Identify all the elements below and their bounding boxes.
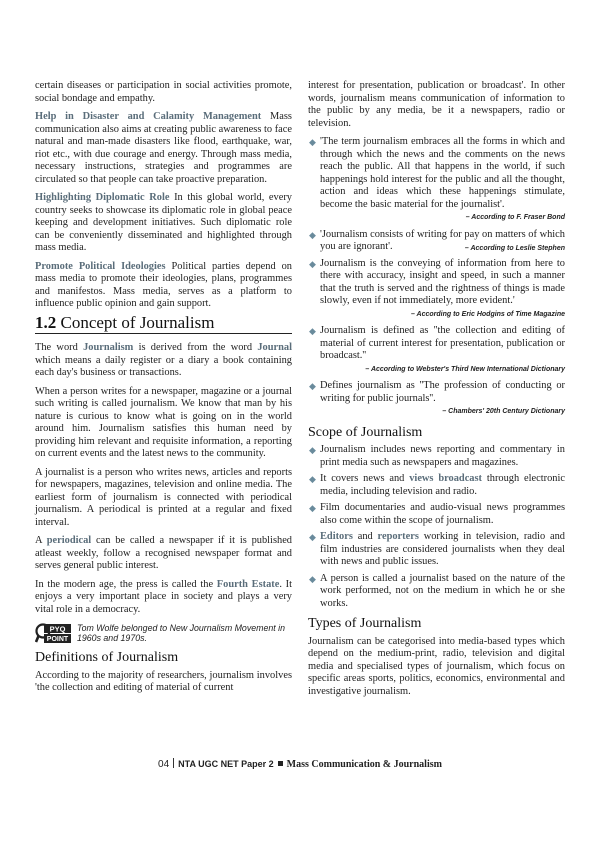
text: In the modern age, the press is called the <box>35 578 217 590</box>
paragraph-word-origin <box>35 342 292 380</box>
bullet-icon: ◆ <box>309 503 316 513</box>
text: 'The term journalism embraces all the forms in which and through which the news and the comments on the news reach the public. All that happens in the world, if such happenings hold interest for the public and all the thought, action and ideas which these happenings stimulate, become the basic material for the journalist'. <box>320 136 565 210</box>
bullet-icon: ◆ <box>309 532 316 542</box>
bullet-icon: ◆ <box>309 326 316 336</box>
page-footer <box>0 758 600 770</box>
keyword: Fourth Estate <box>216 578 280 590</box>
pyq-text: Tom Wolfe belonged to New Journalism Movement in 1960s and 1970s. <box>77 622 285 643</box>
text: through electronic media, including television and radio. <box>320 473 565 497</box>
list-item <box>308 502 565 527</box>
square-bullet-icon <box>278 761 283 766</box>
text: Journalism is defined as ''the collection and editing of material of current interest for presentation, publication or broadcast.'' <box>320 325 565 361</box>
paragraph-diplomatic <box>35 192 292 255</box>
keyword: Help in Disaster and Calamity Management <box>35 111 262 122</box>
bullet-icon: ◆ <box>309 258 316 269</box>
paragraph-fourth-estate <box>35 579 292 617</box>
section-title: Concept of Journalism <box>56 312 215 332</box>
source-citation: – According to Leslie Stephen <box>464 245 565 252</box>
text: . It enjoys a very important place in society and plays a very vital role in a democracy. <box>35 578 292 615</box>
text: Defines journalism as ''The profession of conducting or writing for public journals''. <box>320 380 565 404</box>
paragraph: Journalism can be categorised into media-based types which depend on the medium-print, radio, television and digital media and specialised types of journalism, which focus on specific areas sports, politics, economics, environmental and investigative journalism. <box>308 635 565 697</box>
text: A <box>35 535 47 546</box>
scope-list <box>308 444 565 610</box>
definitions-heading: Definitions of Journalism <box>35 650 179 665</box>
types-heading: Types of Journalism <box>308 616 422 631</box>
text: working in television, radio and film industries are considered journalists when they deal with news and public issues. <box>320 531 565 567</box>
keyword: views broadcast <box>409 473 483 484</box>
text: Mass communication also aims at creating public awareness to face natural and man-made disasters like flood, earthquake, war, riot etc., with due courage and energy. Through mass media, necessary instructions, strategies and programmes are circulated so that people can take proactive preparation. <box>35 111 292 185</box>
list-item <box>308 136 565 225</box>
list-item <box>308 258 565 322</box>
text: Journalism includes news reporting and commentary in print media such as newspapers and magazines. <box>320 444 565 468</box>
bullet-icon: ◆ <box>309 381 316 391</box>
paragraph: According to the majority of researchers, journalism involves 'the collection and editing of material of current <box>35 669 292 693</box>
list-item <box>308 380 565 419</box>
source-citation: – According to Eric Hodgins of Time Magazine <box>410 310 565 318</box>
section-number: 1.2 <box>35 312 57 332</box>
keyword: Editors <box>320 531 353 542</box>
list-item <box>308 325 565 376</box>
text: A person is called a journalist based on the nature of the work performed, not on the medium in which he or she works. <box>320 572 565 609</box>
text: The word <box>35 342 84 353</box>
pyq-point-icon <box>35 622 71 644</box>
list-item <box>308 229 565 254</box>
keyword: periodical <box>46 535 92 546</box>
keyword: reporters <box>377 531 419 542</box>
text: Journalism is the conveying of information from here to there with accuracy, insight and speed, in such a manner that the truth is served and the rightness of things is made slowly, even if not immediately, more evident.' <box>320 257 565 306</box>
text: Political parties depend on mass media to promote their ideologies, plans, programmes and manifestos. Mass media, serves as a platform to influence public opinion and gain support. <box>35 260 292 309</box>
pyq-badge-bottom: POINT <box>46 636 69 644</box>
keyword: Promote Political Ideologies <box>35 260 166 272</box>
keyword: Journalism <box>83 342 134 353</box>
divider <box>173 758 174 768</box>
paragraph: When a person writes for a newspaper, magazine or a journal such writing is called journalism. We know that man by his nature is curious to know what is going on in the world around him. Journalism satisfies this human need by providing him relevant and requisite information, a reporting on current events and the latest news to the community. <box>35 385 292 459</box>
keyword: Highlighting Diplomatic Role <box>35 192 170 203</box>
text: can be called a newspaper if it is published atleast weekly, follow a recognised newspaper format and serves general public interest. <box>35 535 292 571</box>
list-item <box>308 573 565 611</box>
bullet-icon: ◆ <box>309 474 316 484</box>
heading-rule <box>35 333 292 334</box>
paragraph-political <box>35 261 292 311</box>
paragraph-periodical <box>35 535 292 573</box>
list-item <box>308 444 565 469</box>
source-citation: – According to F. Fraser Bond <box>465 214 565 221</box>
section-heading <box>35 312 292 332</box>
bullet-icon: ◆ <box>309 445 316 455</box>
paragraph: interest for presentation, publication or broadcast'. In other words, journalism means communication of information to the public by any media, be it a newspapers, radio or television. <box>308 80 565 129</box>
exam-name: NTA UGC NET Paper 2 <box>178 759 274 769</box>
paragraph: A journalist is a person who writes news, articles and reports for newspapers, magazines, television and online media. The earliest form of journalism is connected with periodical journalism. A periodical is printed at a regular and fixed interval. <box>35 466 292 528</box>
paragraph-disaster <box>35 111 292 186</box>
definitions-list <box>308 136 565 419</box>
pyq-point-box <box>35 622 292 644</box>
page-number: 04 <box>158 759 170 770</box>
scope-heading: Scope of Journalism <box>308 424 423 440</box>
list-item <box>308 473 565 498</box>
source-citation: – Chambers' 20th Century Dictionary <box>442 408 565 415</box>
list-item <box>308 531 565 569</box>
bullet-icon: ◆ <box>309 137 316 147</box>
text: Film documentaries and audio-visual news programmes also come within the scope of journalism. <box>320 502 565 526</box>
paragraph: certain diseases or participation in social activities promote, social bondage and empathy. <box>35 80 292 104</box>
subject-name: Mass Communication & Journalism <box>286 759 442 770</box>
bullet-icon: ◆ <box>309 573 316 584</box>
source-citation: – According to Webster's Third New International Dictionary <box>365 365 565 373</box>
text: In this global world, every country seeks to showcase its diplomatic role in global peace keeping and development initiatives. Such diplomatic role can be conveniently disseminated and highlighted through mass media. <box>35 192 292 253</box>
keyword: Journal <box>257 342 292 353</box>
text: is derived from the word <box>133 342 258 353</box>
text: which means a daily register or a diary a book containing each day's business or transactions. <box>35 354 292 378</box>
pyq-badge-top: PYQ <box>49 624 66 634</box>
left-column <box>35 80 292 701</box>
text: It covers news and <box>320 473 410 484</box>
text: 'Journalism consists of writing for pay on matters of which you are ignorant'. <box>320 228 565 252</box>
right-column <box>308 80 565 704</box>
bullet-icon: ◆ <box>309 229 316 240</box>
text: and <box>352 531 378 542</box>
